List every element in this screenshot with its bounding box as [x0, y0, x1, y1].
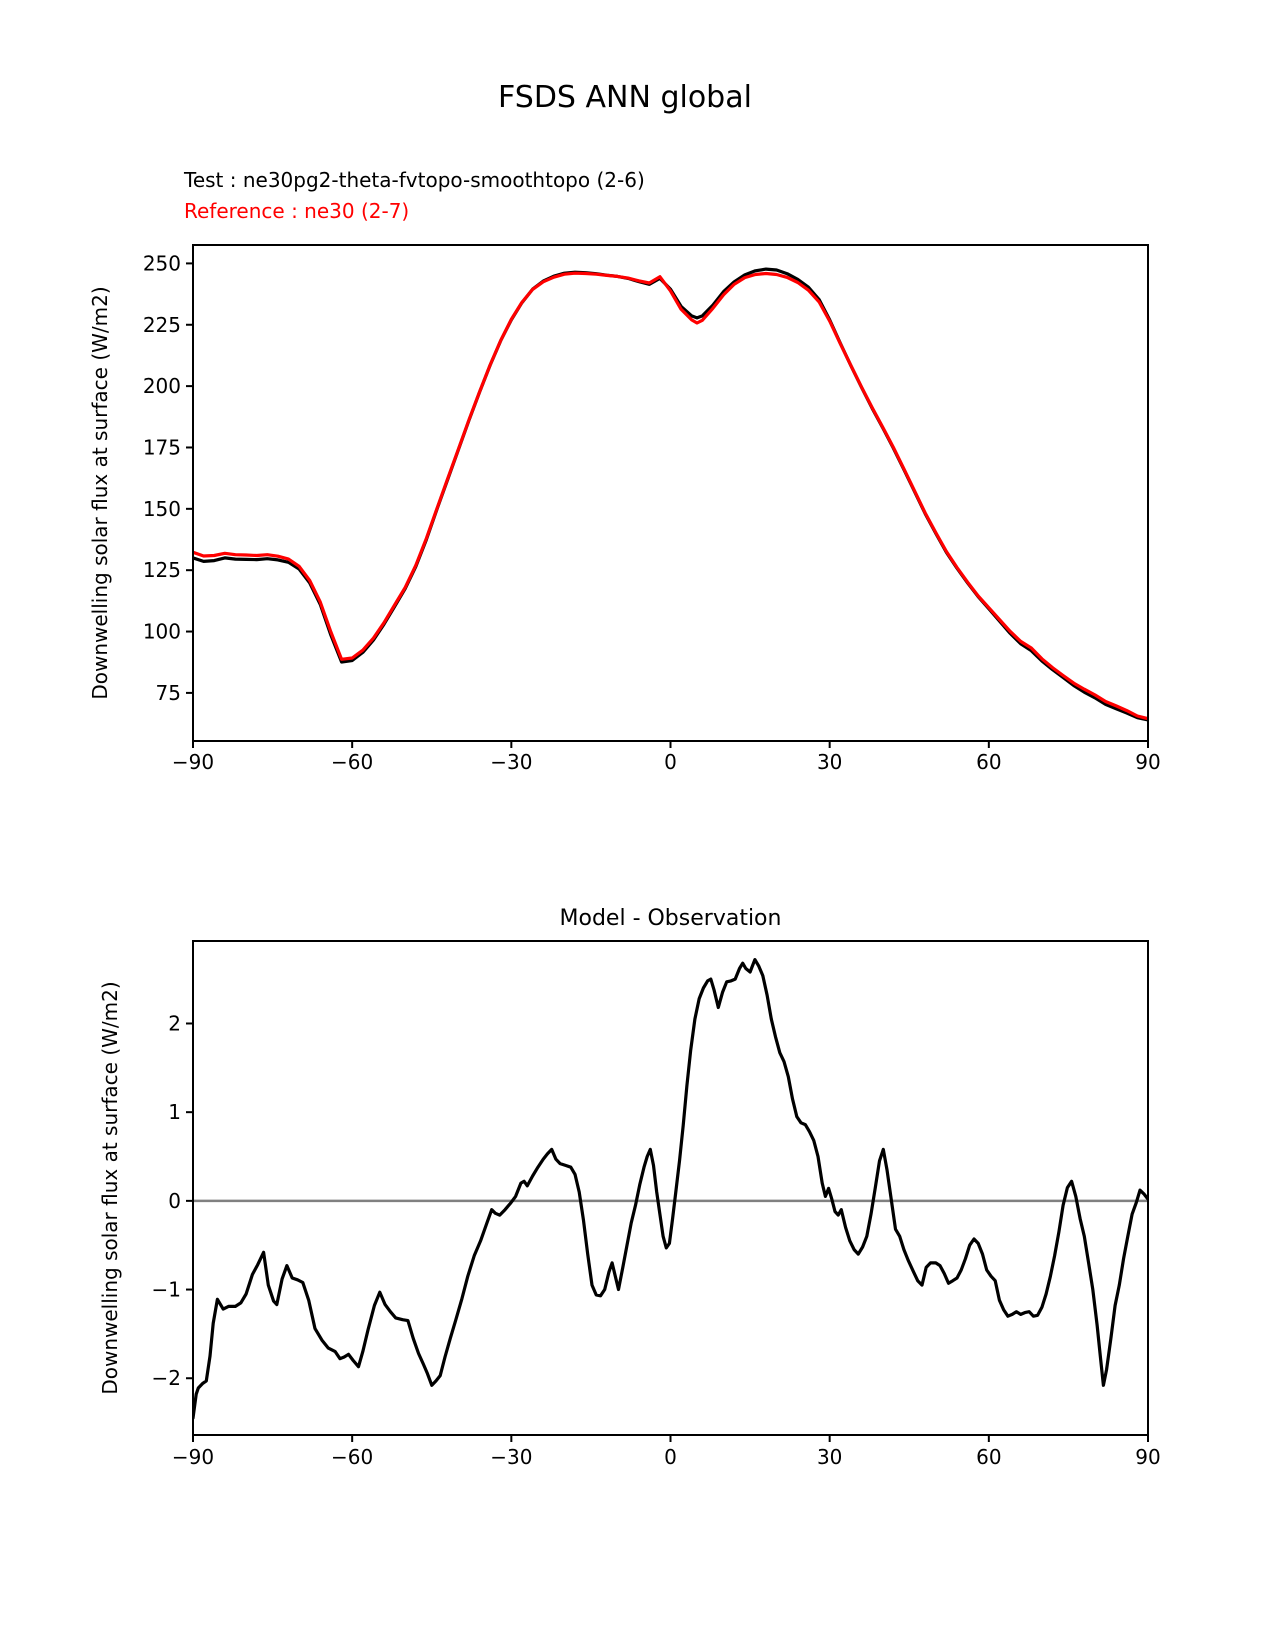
x-tick-label: −90 [171, 750, 215, 774]
x-tick-label: 30 [816, 1445, 843, 1469]
y-tick-label: 125 [142, 558, 181, 583]
y-tick-label: 75 [155, 680, 181, 705]
x-tick-label: −90 [171, 1445, 215, 1469]
y-axis-label: Downwelling solar flux at surface (W/m2) [88, 286, 112, 700]
series-line-0-0 [193, 269, 1148, 720]
axes-frame-1 [193, 941, 1148, 1435]
x-tick-label: 60 [976, 1445, 1002, 1469]
y-tick-label: 2 [168, 1011, 181, 1036]
series-line-1-0 [193, 960, 1148, 1419]
y-axis-label: Downwelling solar flux at surface (W/m2) [98, 981, 122, 1395]
x-tick-label: −30 [490, 750, 533, 774]
figure-title: FSDS ANN global [498, 80, 752, 115]
y-tick-label: 1 [168, 1100, 181, 1125]
subplot-title: Model - Observation [559, 906, 782, 931]
y-tick-label: −1 [151, 1277, 181, 1302]
x-tick-label: 0 [664, 1445, 677, 1469]
legend-test-label: Test : ne30pg2-theta-fvtopo-smoothtopo (2-6) [184, 168, 645, 192]
y-tick-label: 150 [142, 496, 181, 521]
x-tick-label: 30 [816, 750, 843, 774]
y-tick-label: 0 [168, 1188, 181, 1213]
x-tick-label: −60 [331, 1445, 374, 1469]
plot-area-1 [193, 960, 1148, 1419]
axes-frame-0 [193, 245, 1148, 741]
x-tick-label: 90 [1135, 1445, 1161, 1469]
x-tick-label: 90 [1135, 750, 1161, 774]
x-tick-label: −30 [490, 1445, 533, 1469]
y-tick-label: −2 [151, 1366, 181, 1391]
plot-area-0 [193, 269, 1148, 720]
x-tick-label: 60 [976, 750, 1002, 774]
y-tick-label: 250 [142, 251, 181, 276]
y-tick-label: 175 [142, 435, 181, 460]
y-tick-label: 200 [142, 374, 181, 399]
y-tick-label: 100 [142, 619, 181, 644]
x-tick-label: 0 [664, 750, 677, 774]
y-tick-label: 225 [142, 312, 181, 337]
legend-reference-label: Reference : ne30 (2-7) [184, 199, 410, 223]
x-tick-label: −60 [331, 750, 374, 774]
